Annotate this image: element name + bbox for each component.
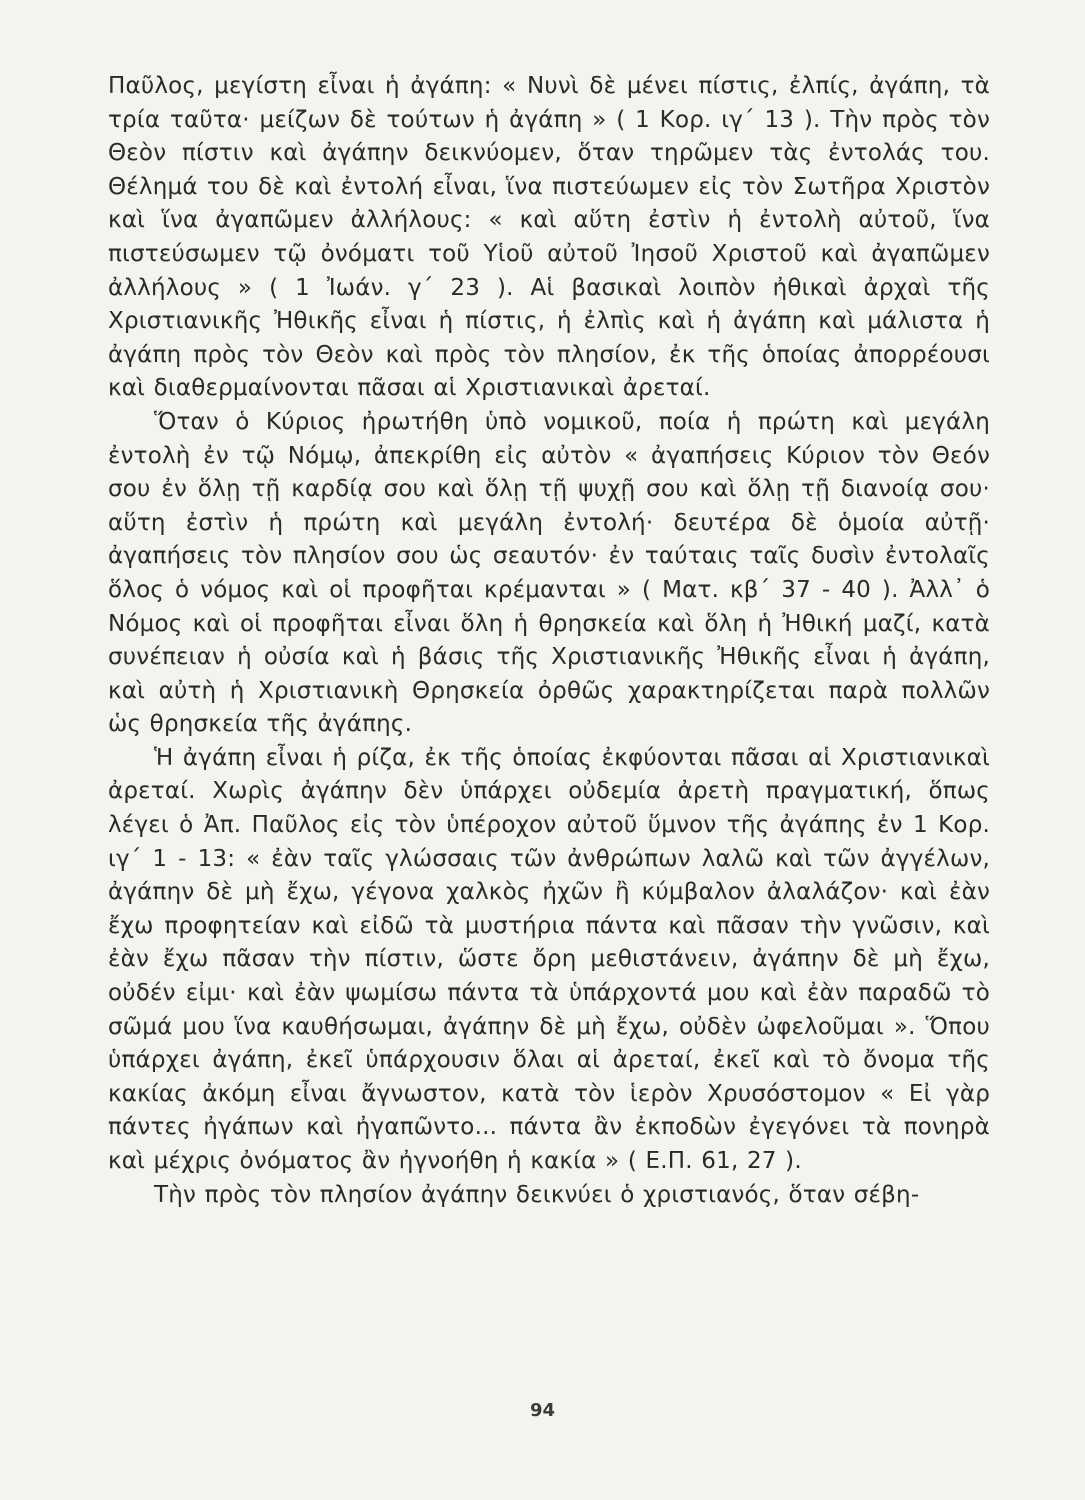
paragraph-3: Ἡ ἀγάπη εἶναι ἡ ρίζα, ἐκ τῆς ὁποίας ἐκφύονται πᾶσαι αἱ Χριστιανικαὶ ἀρεταί. Χωρὶς ἀγάπην δὲν ὑπάρχει οὐδεμία ἀρετὴ πραγματική, ὅπως λέγει ὁ Ἀπ. Παῦλος εἰς τὸν ὑπέροχον αὐτοῦ ὕμνον τῆς ἀγάπης ἐν 1 Κορ. ιγ΄ 1 - 13: « ἐὰν ταῖς γλώσσαις τῶν ἀνθρώπων λαλῶ καὶ τῶν ἀγγέλων, ἀγάπην δὲ μὴ ἔχω, γέγονα χαλκὸς ἠχῶν ἢ κύμβαλον ἀλαλάζον· καὶ ἐὰν ἔχω προφητείαν καὶ εἰδῶ τὰ μυστήρια πάντα καὶ πᾶσαν τὴν γνῶσιν, καὶ ἐὰν ἔχω πᾶσαν τὴν πίστιν, ὥστε ὄρη μεθιστάνειν, ἀγάπην δὲ μὴ ἔχω, οὐδέν εἰμι· καὶ ἐὰν ψωμίσω πάντα τὰ ὑπάρχοντά μου καὶ ἐὰν παραδῶ τὸ σῶμά μου ἵνα καυθήσωμαι, ἀγάπην δὲ μὴ ἔχω, οὐδὲν ὠφελοῦμαι ». Ὅπου ὑπάρχει ἀγάπη, ἐκεῖ ὑπάρχουσιν ὅλαι αἱ ἀρεταί, ἐκεῖ καὶ τὸ ὄνομα τῆς κακίας ἀκόμη εἶναι ἄγνωστον, κατὰ τὸν ἱερὸν Χρυσόστομον « Εἰ γὰρ πάντες ἠγάπων καὶ ἠγαπῶντο... πάντα ἂν ἐκποδὼν ἐγεγόνει τὰ πονηρὰ καὶ μέχρις ὀνόματος ἂν ἠγνοήθη ἡ κακία » ( Ε.Π. 61, 27 ). [108,744,990,1174]
paragraph-1: Παῦλος, μεγίστη εἶναι ἡ ἀγάπη: « Νυνὶ δὲ μένει πίστις, ἐλπίς, ἀγάπη, τὰ τρία ταῦτα· μείζων δὲ τούτων ἡ ἀγάπη » ( 1 Κορ. ιγ΄ 13 ). Τὴν πρὸς τὸν Θεὸν πίστιν καὶ ἀγάπην δεικνύομεν, ὅταν τηρῶμεν τὰς ἐντολάς του. Θέλημά του δὲ καὶ ἐντολή εἶναι, ἵνα πιστεύωμεν εἰς τὸν Σωτῆρα Χριστὸν καὶ ἵνα ἀγαπῶμεν ἀλλήλους: « καὶ αὕτη ἐστὶν ἡ ἐντολὴ αὐτοῦ, ἵνα πιστεύσωμεν τῷ ὀνόματι τοῦ Υἱοῦ αὐτοῦ Ἰησοῦ Χριστοῦ καὶ ἀγαπῶμεν ἀλλήλους » ( 1 Ἰωάν. γ΄ 23 ). Αἱ βασικαὶ λοιπὸν ἠθικαὶ ἀρχαὶ τῆς Χριστιανικῆς Ἠθικῆς εἶναι ἡ πίστις, ἡ ἐλπὶς καὶ ἡ ἀγάπη καὶ μάλιστα ἡ ἀγάπη πρὸς τὸν Θεὸν καὶ πρὸς τὸν πλησίον, ἐκ τῆς ὁποίας ἀπορρέουσι καὶ διαθερμαίνονται πᾶσαι αἱ Χριστιανικαὶ ἀρεταί. [108,73,990,402]
paragraph-4: Τὴν πρὸς τὸν πλησίον ἀγάπην δεικνύει ὁ χριστιανός, ὅταν σέβη- [154,1181,920,1208]
paragraph-2: Ὅταν ὁ Κύριος ἠρωτήθη ὑπὸ νομικοῦ, ποία ἡ πρώτη καὶ μεγάλη ἐντολὴ ἐν τῷ Νόμῳ, ἀπεκρίθη εἰς αὐτὸν « ἀγαπήσεις Κύριον τὸν Θεόν σου ἐν ὅλῃ τῇ καρδίᾳ σου καὶ ὅλῃ τῇ ψυχῇ σου καὶ ὅλῃ τῇ διανοίᾳ σου· αὕτη ἐστὶν ἡ πρώτη καὶ μεγάλη ἐντολή· δευτέρα δὲ ὁμοία αὐτῇ· ἀγαπήσεις τὸν πλησίον σου ὡς σεαυτόν· ἐν ταύταις ταῖς δυσὶν ἐντολαῖς ὅλος ὁ νόμος καὶ οἱ προφῆται κρέμανται » ( Ματ. κβ΄ 37 - 40 ). Ἀλλ᾽ ὁ Νόμος καὶ οἱ προφῆται εἶναι ὅλη ἡ θρησκεία καὶ ὅλη ἡ Ἠθική μαζί, κατὰ συνέπειαν ἡ οὐσία καὶ ἡ βάσις τῆς Χριστιανικῆς Ἠθικῆς εἶναι ἡ ἀγάπη, καὶ αὐτὴ ἡ Χριστιανικὴ Θρησκεία ὀρθῶς χαρακτηρίζεται παρὰ πολλῶν ὡς θρησκεία τῆς ἀγάπης. [108,408,990,738]
page-body [108,70,990,1212]
page-number: 94 [529,1400,556,1421]
